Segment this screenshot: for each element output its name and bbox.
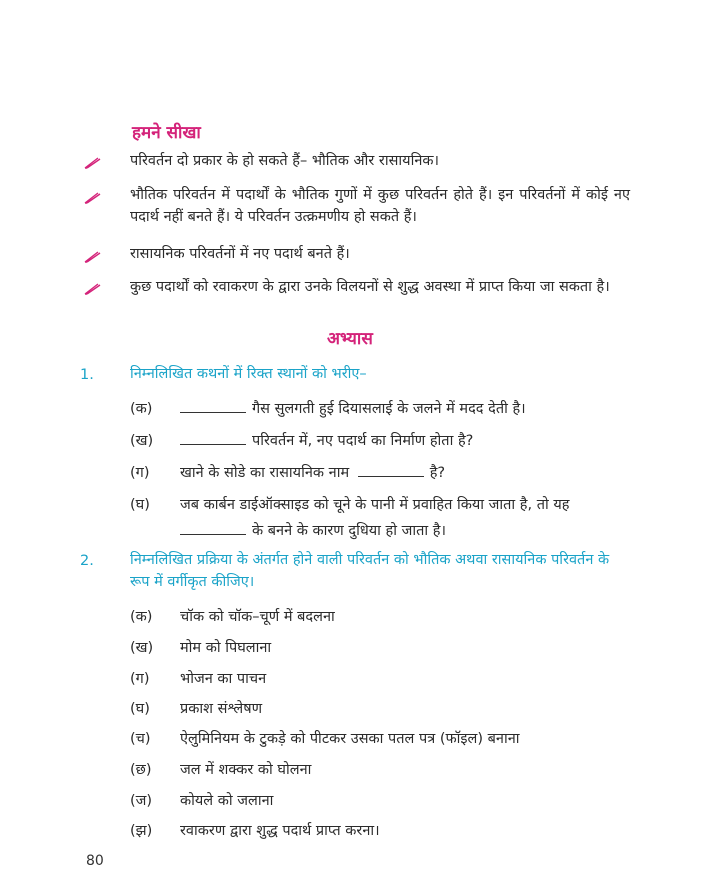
q2-item: चॉक को चॉक–चूर्ण में बदलना	[180, 609, 335, 625]
q2-item-label: (ग)	[130, 671, 150, 687]
question-2-number: 2.	[80, 553, 94, 569]
q1-item-b-label: (ख)	[130, 433, 154, 449]
q1-item-b-text: परिवर्तन में, नए पदार्थ का निर्माण होता है?	[252, 433, 474, 449]
q1-item-a-label: (क)	[130, 401, 153, 417]
blank-line	[358, 462, 424, 477]
q1-item-d-label: (घ)	[130, 497, 150, 513]
blank-line	[180, 430, 246, 445]
q2-item-label: (छ)	[130, 762, 152, 778]
blank-line	[180, 398, 246, 413]
q2-item: रवाकरण द्वारा शुद्ध पदार्थ प्राप्त करना।	[180, 823, 380, 839]
q1-item-a-text: गैस सुलगती हुई दियासलाई के जलने में मदद देती है।	[252, 401, 526, 417]
question-2-text: निम्नलिखित प्रक्रिया के अंतर्गत होने वाली परिवर्तन को भौतिक अथवा रासायनिक परिवर्तन के रूप में वर्गीकृत कीजिए।	[130, 552, 610, 590]
page-number: 80	[86, 853, 104, 869]
q2-item-label: (घ)	[130, 701, 150, 717]
q2-item-label: (झ)	[130, 823, 153, 839]
q1-item-d-line1: जब कार्बन डाईऑक्साइड को चूने के पानी में प्रवाहित किया जाता है, तो यह	[180, 497, 570, 513]
pen-bullet-icon	[84, 250, 102, 264]
q1-item-c-label: (ग)	[130, 465, 150, 481]
question-1-text: निम्नलिखित कथनों में रिक्त स्थानों को भरीए–	[130, 366, 367, 382]
pen-bullet-icon	[84, 282, 102, 296]
q2-item-label: (ख)	[130, 640, 154, 656]
pen-bullet-icon	[84, 156, 102, 170]
q1-item-a	[180, 398, 526, 418]
q1-item-d-line2	[180, 520, 446, 540]
q2-item: मोम को पिघलाना	[180, 640, 272, 656]
q2-item: ऐलुमिनियम के टुकड़े को पीटकर उसका पतल पत्र (फॉइल) बनाना	[180, 731, 520, 747]
q2-item: प्रकाश संश्लेषण	[180, 701, 263, 717]
learned-bullet-3: रासायनिक परिवर्तनों में नए पदार्थ बनते हैं।	[130, 246, 350, 262]
q2-item-label: (ज)	[130, 793, 153, 809]
exercise-heading: अभ्यास	[327, 329, 373, 349]
q1-item-b	[180, 430, 473, 450]
q2-item: भोजन का पाचन	[180, 671, 267, 687]
q2-item: कोयले को जलाना	[180, 793, 274, 809]
q2-item-label: (क)	[130, 609, 153, 625]
learned-bullet-1: परिवर्तन दो प्रकार के हो सकते हैं– भौतिक और रासायनिक।	[130, 153, 440, 169]
blank-line	[180, 520, 246, 535]
learned-heading: हमने सीखा	[132, 123, 201, 143]
learned-bullet-2: भौतिक परिवर्तन में पदार्थों के भौतिक गुणों में कुछ परिवर्तन होते हैं। इन परिवर्तनों में कोई नए पदार्थ नहीं बनते हैं। ये परिवर्तन उत्क्रमणीय हो सकते हैं।	[130, 187, 630, 225]
q1-item-c-pre: खाने के सोडे का रासायनिक नाम	[180, 465, 350, 481]
question-1-number: 1.	[80, 367, 94, 383]
q2-item: जल में शक्कर को घोलना	[180, 762, 312, 778]
q1-item-c-post: है?	[429, 465, 446, 481]
q2-item-label: (च)	[130, 731, 151, 747]
learned-bullet-4: कुछ पदार्थों को रवाकरण के द्वारा उनके विलयनों से शुद्ध अवस्था में प्राप्त किया जा सकता है।	[130, 279, 610, 295]
q1-item-d-line2-text: के बनने के कारण दुधिया हो जाता है।	[252, 523, 446, 539]
q1-item-c	[180, 462, 445, 482]
pen-bullet-icon	[84, 191, 102, 205]
